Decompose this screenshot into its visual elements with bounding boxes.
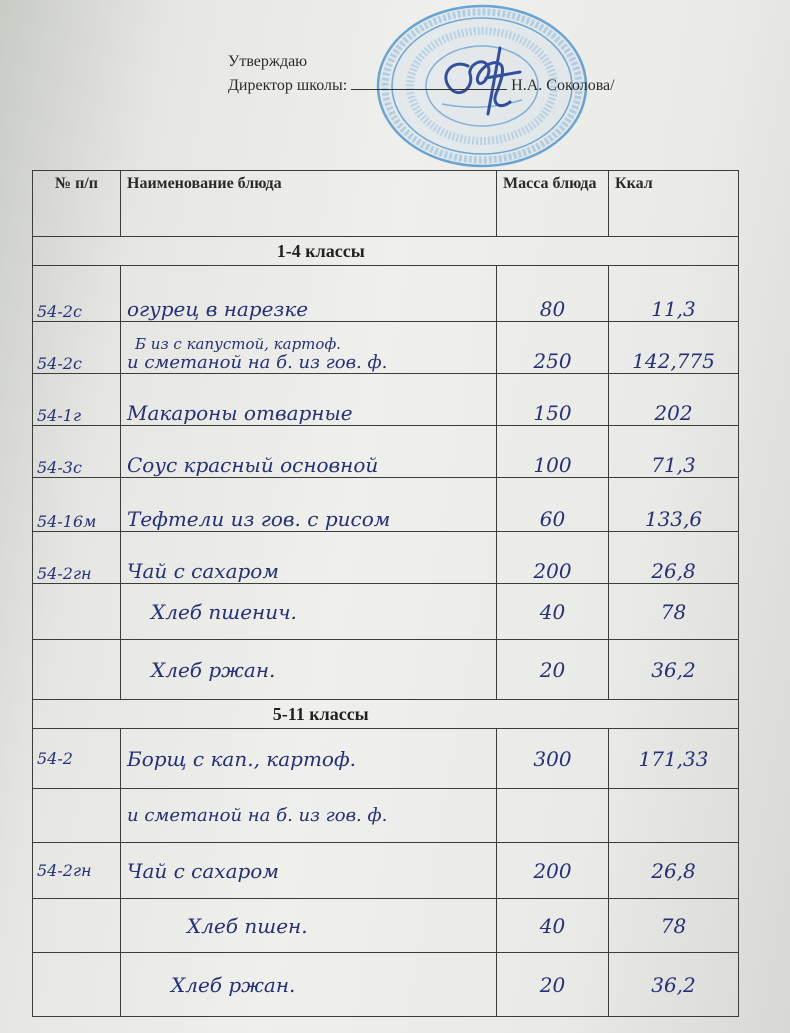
dish-code: 54-1г [37,406,82,425]
signature-line [351,75,507,90]
table-row [33,899,739,953]
section-row [33,700,739,729]
section-row [33,237,739,266]
dish-kcal: 133,6 [644,507,703,531]
menu-table [32,170,739,1017]
table-row [33,426,739,478]
dish-mass: 200 [533,858,572,883]
dish-name: Макароны отварные [127,401,353,425]
dish-code: 54-3с [37,458,82,477]
table-row [33,322,739,374]
dish-name: Чай с сахаром [127,858,279,883]
dish-name: Хлеб ржан. [171,972,296,997]
dish-kcal: 78 [660,599,687,624]
header-mass: Масса блюда [497,171,609,237]
dish-name: Соус красный основной [127,453,379,477]
dish-name: и сметаной на б. из гов. ф. [127,805,388,826]
dish-kcal: 171,33 [638,746,709,771]
table-row [33,729,739,789]
dish-code: 54-2 [37,749,73,768]
dish-mass: 20 [539,972,566,997]
table-row [33,478,739,532]
dish-kcal: 202 [654,401,693,425]
dish-name: Чай с сахаром [127,559,279,583]
table-header-row [33,171,739,237]
dish-name: огурец в нарезке [127,297,309,321]
dish-mass: 60 [539,507,566,531]
dish-mass: 20 [539,657,566,682]
header-dish-name: Наименование блюда [121,171,497,237]
dish-name-note: Б из с капустой, картоф. [135,335,341,353]
dish-kcal: 142,775 [632,349,715,373]
dish-kcal: 26,8 [651,559,696,583]
header-kcal: Ккал [609,171,739,237]
table-row [33,789,739,843]
header-number: № п/п [33,171,121,237]
dish-code: 54-2гн [37,564,92,583]
approval-name: Н.А. Соколова/ [511,77,615,94]
table-row [33,584,739,640]
table-row [33,953,739,1017]
dish-name: Хлеб пшенич. [151,599,297,624]
dish-code: 54-16м [37,512,97,531]
dish-kcal: 11,3 [651,297,696,321]
dish-mass: 200 [533,559,572,583]
dish-kcal: 36,2 [651,972,696,997]
approval-signer-line [228,74,615,98]
approval-title: Утверждаю [228,53,308,70]
approval-position: Директор школы: [228,77,348,94]
dish-kcal: 36,2 [651,657,696,682]
table-row [33,532,739,584]
dish-kcal: 78 [660,913,687,938]
table-row [33,640,739,700]
section-title: 1-4 классы [33,237,609,266]
section-title: 5-11 классы [33,700,609,729]
table-row [33,266,739,322]
dish-code: 54-2с [37,354,82,373]
dish-mass: 40 [539,913,566,938]
dish-mass: 250 [533,349,572,373]
dish-mass: 80 [539,297,566,321]
dish-kcal: 26,8 [651,858,696,883]
dish-name: Хлеб ржан. [151,657,276,682]
section-tail [609,237,739,266]
dish-mass: 40 [539,599,566,624]
dish-mass: 300 [533,746,572,771]
dish-mass: 100 [533,453,572,477]
dish-code: 54-2гн [37,861,92,880]
section-tail [609,700,739,729]
approval-block [228,50,615,98]
dish-code: 54-2с [37,302,82,321]
table-row [33,374,739,426]
dish-name: Хлеб пшен. [187,913,308,938]
table-row [33,843,739,899]
dish-name: и сметаной на б. из гов. ф. [127,352,388,373]
dish-mass: 150 [533,401,572,425]
dish-name: Тефтели из гов. с рисом [127,507,391,531]
dish-kcal: 71,3 [651,453,696,477]
dish-name: Борщ с кап., картоф. [127,746,356,771]
